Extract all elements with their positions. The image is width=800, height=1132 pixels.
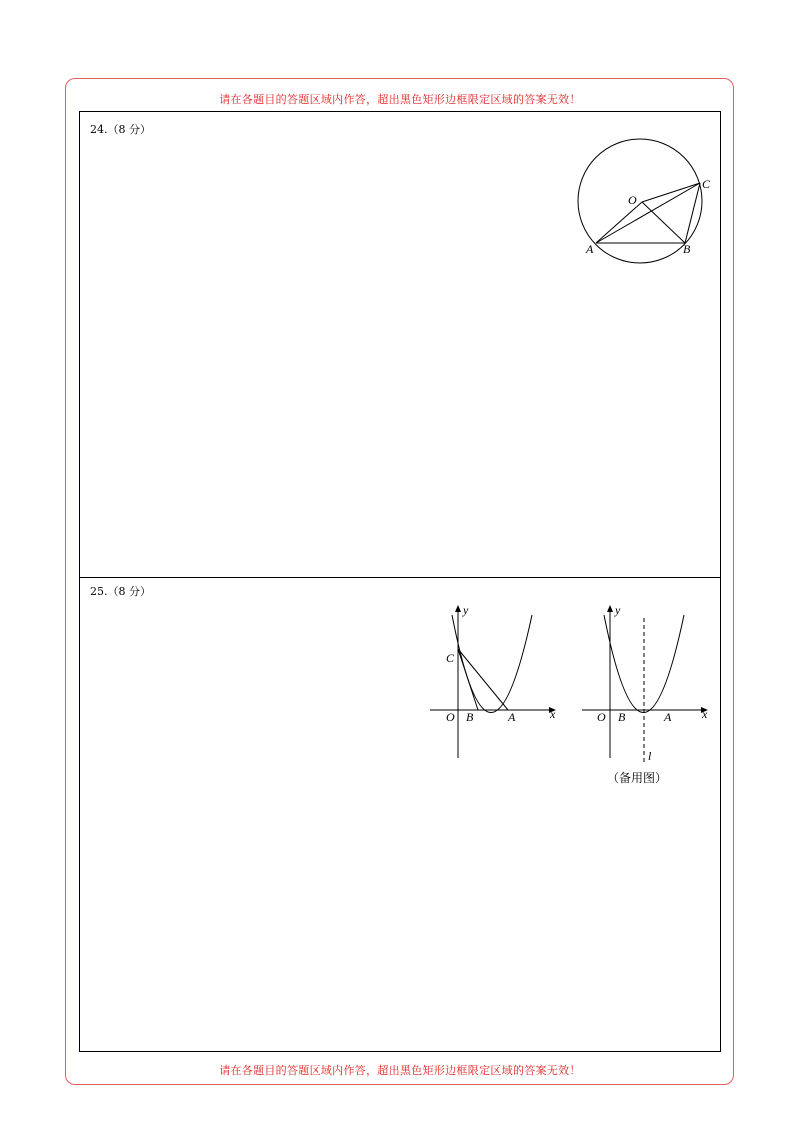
answer-area-warning-bottom: 请在各题目的答题区域内作答，超出黑色矩形边框限定区域的答案无效！ bbox=[219, 1064, 581, 1077]
question-divider bbox=[79, 577, 721, 578]
label-C: C bbox=[702, 177, 711, 191]
label-B: B bbox=[618, 710, 626, 724]
label-x: x bbox=[550, 707, 556, 721]
label-A: A bbox=[508, 710, 516, 724]
circle-figure bbox=[570, 135, 720, 270]
label-A: A bbox=[586, 242, 594, 256]
question-25-label: 25.（8 分） bbox=[90, 585, 151, 598]
label-l: l bbox=[648, 749, 652, 763]
spare-figure-caption: （备用图） bbox=[607, 771, 668, 785]
label-A: A bbox=[664, 710, 672, 724]
label-C: C bbox=[446, 651, 455, 665]
question-24-label: 24.（8 分） bbox=[90, 123, 151, 136]
label-y: y bbox=[463, 603, 469, 617]
label-O: O bbox=[597, 710, 606, 724]
label-y: y bbox=[615, 603, 621, 617]
label-B: B bbox=[466, 710, 474, 724]
label-B: B bbox=[683, 242, 691, 256]
label-O: O bbox=[628, 193, 637, 207]
parabola-figure-main bbox=[425, 600, 565, 765]
answer-area-warning-top: 请在各题目的答题区域内作答，超出黑色矩形边框限定区域的答案无效！ bbox=[219, 93, 581, 106]
parabola-figure-spare bbox=[577, 600, 717, 770]
label-x: x bbox=[702, 707, 708, 721]
label-O: O bbox=[446, 710, 455, 724]
